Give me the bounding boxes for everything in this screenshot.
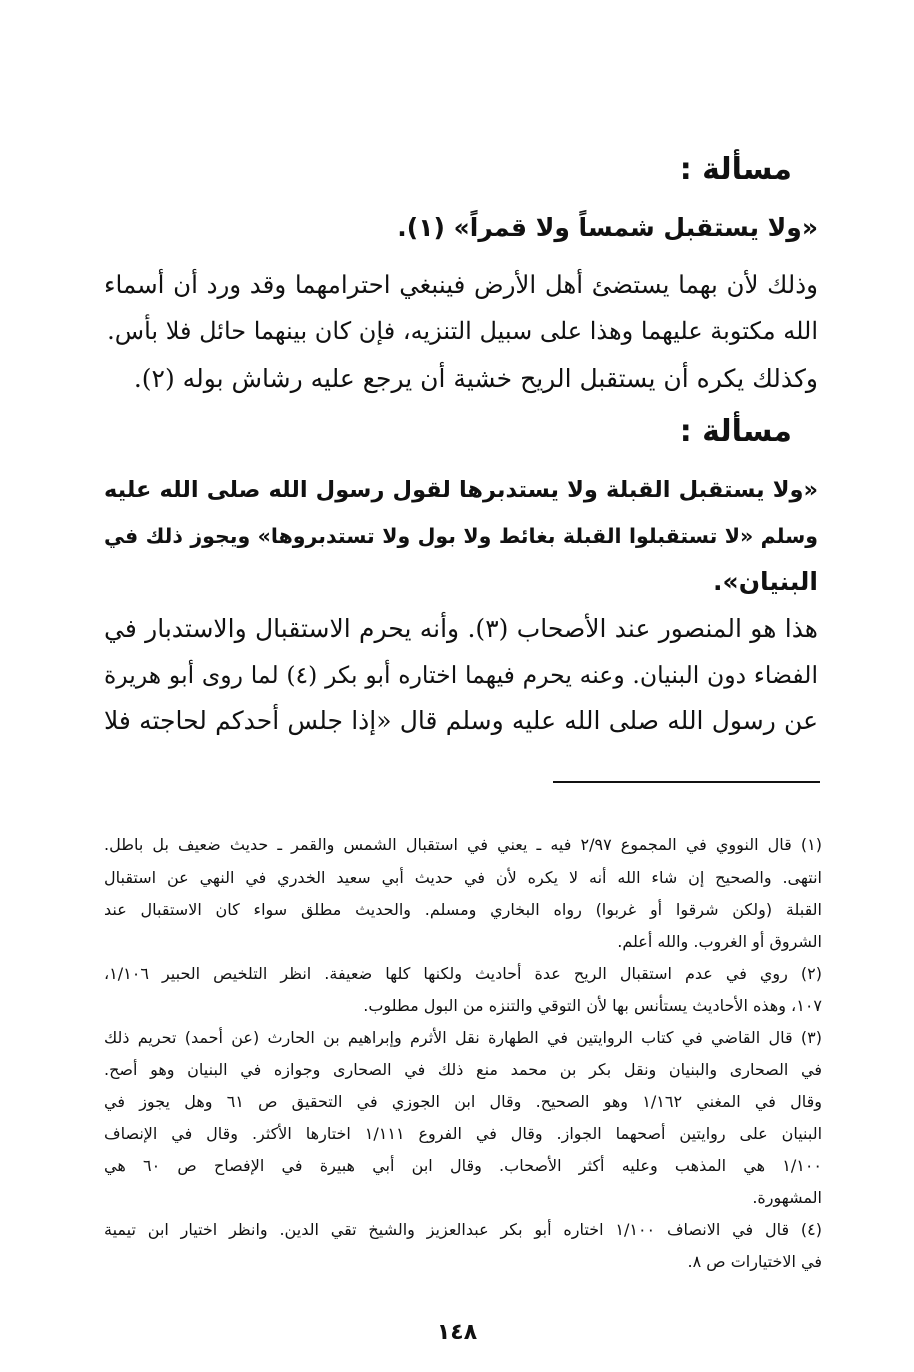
ruling-text: وسلم «لا تستقبلوا القبلة بغائط ولا بول ولا تستدبروها» ويجوز ذلك في — [104, 524, 818, 548]
footnote-line: القبلة (ولكن شرقوا أو غربوا) رواه البخاري ومسلم. والحديث مطلق سواء كان الاستقبال عند — [104, 900, 822, 919]
ruling-text: البنيان». — [713, 567, 818, 596]
footnote-line: ١٠٧، وهذه الأحاديث يستأنس بها لأن التوقي والتنزه من البول مطلوب. — [363, 996, 822, 1015]
footnote-line: البنيان على روايتين أصحهما الجواز. وقال في الفروع ١/١١١ اختارها الأكثر. وقال في الإنصاف — [104, 1124, 823, 1143]
body-line: عن رسول الله صلى الله عليه وسلم قال «إذا جلس أحدكم لحاجته فلا — [104, 706, 818, 735]
body-line: وكذلك يكره أن يستقبل الريح خشية أن يرجع عليه رشاش بوله (٢). — [133, 364, 818, 393]
footnote-line: (٣) قال القاضي في كتاب الروايتين في الطهارة نقل الأثرم وإبراهيم بن الحارث (عن أحمد) تحريم ذلك — [104, 1028, 822, 1047]
page-number: ١٤٨ — [436, 1320, 478, 1345]
footnote-line: في الصحارى والبنيان ونقل بكر بن محمد منع ذلك في الصحارى وجوازه في البنيان وهو أصح. — [104, 1060, 822, 1079]
footnote-line: الشروق أو الغروب. والله أعلم. — [617, 932, 822, 951]
footnote-line: (٤) قال في الانصاف ١/١٠٠ اختاره أبو بكر عبدالعزيز والشيخ تقي الدين. وانظر اختيار ابن تيمية — [104, 1220, 823, 1239]
footnote-line: وقال في المغني ١/١٦٢ وهو الصحيح. وقال ابن الجوزي في التحقيق ص ٦١ وهل يجوز في — [104, 1092, 823, 1111]
footnote-line: انتهى. والصحيح إن شاء الله أنه لا يكره لأن في حديث أبي سعيد الخدري في النهي عن استقبال — [104, 868, 822, 887]
ruling-text: «ولا يستقبل القبلة ولا يستدبرها لقول رسول الله صلى الله عليه — [104, 477, 818, 503]
footnote-line: (٢) روي في عدم استقبال الريح عدة أحاديث ولكنها كلها ضعيفة. انظر التلخيص الحبير ١/١٠٦، — [104, 964, 822, 983]
section-heading: مسألة : — [679, 414, 792, 449]
footnote-line: في الاختيارات ص ٨. — [687, 1252, 822, 1271]
ruling-text: «ولا يستقبل شمساً ولا قمراً» (١). — [397, 213, 818, 242]
section-heading: مسألة : — [679, 152, 792, 187]
footnote-line: (١) قال النووي في المجموع ٢/٩٧ فيه ـ يعني في استقبال الشمس والقمر ـ حديث ضعيف بل باطل. — [104, 835, 822, 854]
body-line: هذا هو المنصور عند الأصحاب (٣). وأنه يحرم الاستقبال والاستدبار في — [104, 614, 818, 643]
footnote-divider — [553, 781, 820, 783]
footnote-line: المشهورة. — [752, 1188, 822, 1207]
body-line: الله مكتوبة عليهما وهذا على سبيل التنزيه، فإن كان بينهما حائل فلا بأس. — [107, 317, 818, 345]
body-line: وذلك لأن بهما يستضئ أهل الأرض فينبغي احترامهما وقد ورد أن أسماء — [104, 270, 818, 299]
body-line: الفضاء دون البنيان. وعنه يحرم فيهما اختاره أبو بكر (٤) لما روى أبو هريرة — [104, 661, 818, 689]
footnote-line: ١/١٠٠ هي المذهب وعليه أكثر الأصحاب. وقال ابن أبي هبيرة في الإفصاح ص ٦٠ هي — [104, 1156, 823, 1175]
